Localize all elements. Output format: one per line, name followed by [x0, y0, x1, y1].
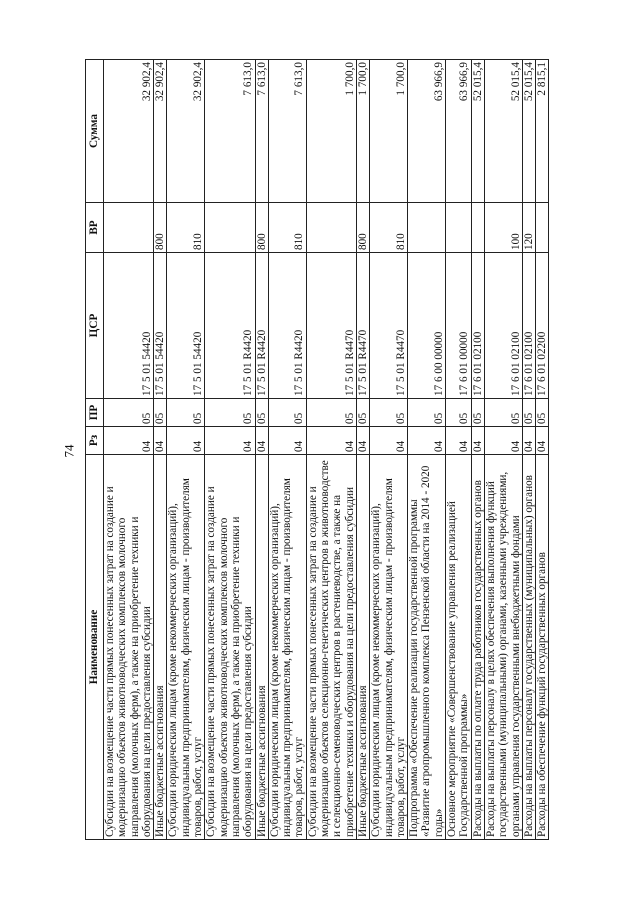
row-rz: 04: [104, 427, 154, 455]
table-row: [255, 60, 268, 840]
row-sum: 52 015,4: [522, 60, 535, 203]
row-pr: 05: [408, 399, 446, 427]
row-pr: 05: [484, 399, 522, 427]
row-name: Иные бюджетные ассигнования: [356, 455, 369, 840]
row-name: Подпрограмма «Обеспечение реализации государственной программы «Развитие агропромышленного комплекса Пензенской области на 2014 - 2020 годы»: [408, 455, 446, 840]
row-vr: 800: [356, 203, 369, 253]
row-pr: 05: [471, 399, 484, 427]
table-row: [408, 60, 446, 840]
row-pr: 05: [446, 399, 472, 427]
row-rz: 04: [471, 427, 484, 455]
row-name: Субсидии на возмещение части прямых понесенных затрат на создание и модернизацию объектов селекционно-генетических центров в животноводстве и селекционно-семеноводческих центров в растениеводстве, а также на приобретение техники и оборудования на цели предоставления субсидии: [306, 455, 356, 840]
row-pr: 05: [255, 399, 268, 427]
row-sum: 7 613,0: [268, 60, 306, 203]
table-row: [471, 60, 484, 840]
budget-table: [85, 59, 549, 840]
row-pr: 05: [370, 399, 408, 427]
row-sum: 32 902,4: [154, 60, 167, 203]
row-sum: 52 015,4: [471, 60, 484, 203]
row-vr: [408, 203, 446, 253]
row-csr: 17 6 00 00000: [408, 253, 446, 399]
rotated-table-container: [85, 60, 565, 840]
row-sum: 52 015,4: [484, 60, 522, 203]
row-name: Основное мероприятие «Совершенствование управления реализацией Государственной программы»: [446, 455, 472, 840]
row-vr: 800: [255, 203, 268, 253]
row-vr: [536, 203, 549, 253]
header-sum: Сумма: [86, 60, 104, 203]
row-csr: 17 5 01 54420: [154, 253, 167, 399]
row-rz: 04: [306, 427, 356, 455]
row-name: Субсидии юридическим лицам (кроме некоммерческих организаций), индивидуальным предпринимателям, физическим лицам - производителям товаров, работ, услуг: [167, 455, 205, 840]
row-sum: 7 613,0: [255, 60, 268, 203]
table-row: [306, 60, 356, 840]
row-sum: 63 966,9: [408, 60, 446, 203]
row-vr: 800: [154, 203, 167, 253]
table-row: [522, 60, 535, 840]
row-rz: 04: [408, 427, 446, 455]
row-csr: 17 5 01 R4420: [268, 253, 306, 399]
row-sum: 32 902,4: [167, 60, 205, 203]
row-pr: 05: [205, 399, 255, 427]
row-rz: 04: [205, 427, 255, 455]
row-vr: 120: [522, 203, 535, 253]
row-sum: 2 815,1: [536, 60, 549, 203]
header-rz: Рз: [86, 427, 104, 455]
row-csr: 17 5 01 R4420: [205, 253, 255, 399]
row-csr: 17 5 01 R4420: [255, 253, 268, 399]
row-rz: 04: [255, 427, 268, 455]
row-rz: 04: [522, 427, 535, 455]
row-pr: 05: [306, 399, 356, 427]
row-sum: 1 700,0: [356, 60, 369, 203]
header-name: Наименование: [86, 455, 104, 840]
row-vr: 810: [370, 203, 408, 253]
row-pr: 05: [536, 399, 549, 427]
row-sum: 1 700,0: [306, 60, 356, 203]
row-vr: [471, 203, 484, 253]
row-rz: 04: [370, 427, 408, 455]
row-name: Расходы на обеспечение функций государственных органов: [536, 455, 549, 840]
row-pr: 05: [356, 399, 369, 427]
table-row: [205, 60, 255, 840]
row-csr: 17 5 01 R4470: [356, 253, 369, 399]
row-name: Субсидии на возмещение части прямых понесенных затрат на создание и модернизацию объектов животноводческих комплексов молочного направления (молочных ферм), а также на приобретение техники и оборудования на цели предоставления субсидии: [205, 455, 255, 840]
row-vr: 100: [484, 203, 522, 253]
row-rz: 04: [268, 427, 306, 455]
row-rz: 04: [536, 427, 549, 455]
row-csr: 17 5 01 R4470: [306, 253, 356, 399]
row-pr: 05: [167, 399, 205, 427]
table-row: [167, 60, 205, 840]
row-name: Иные бюджетные ассигнования: [255, 455, 268, 840]
row-rz: 04: [167, 427, 205, 455]
row-name: Расходы на выплаты персоналу государственных (муниципальных) органов: [522, 455, 535, 840]
row-csr: 17 5 01 54420: [167, 253, 205, 399]
row-vr: 810: [268, 203, 306, 253]
row-pr: 05: [154, 399, 167, 427]
row-name: Субсидии на возмещение части прямых понесенных затрат на создание и модернизацию объектов животноводческих комплексов молочного направления (молочных ферм), а также на приобретение техники и оборудования на цели предоставления субсидии: [104, 455, 154, 840]
table-row: [446, 60, 472, 840]
row-vr: [205, 203, 255, 253]
row-vr: [446, 203, 472, 253]
row-csr: 17 5 01 R4470: [370, 253, 408, 399]
table-row: [104, 60, 154, 840]
table-row: [154, 60, 167, 840]
row-rz: 04: [154, 427, 167, 455]
row-rz: 04: [356, 427, 369, 455]
table-row: [356, 60, 369, 840]
row-name: Иные бюджетные ассигнования: [154, 455, 167, 840]
row-sum: 1 700,0: [370, 60, 408, 203]
header-pr: ПР: [86, 399, 104, 427]
header-vr: ВР: [86, 203, 104, 253]
row-name: Субсидии юридическим лицам (кроме некоммерческих организаций), индивидуальным предпринимателям, физическим лицам - производителям товаров, работ, услуг: [268, 455, 306, 840]
row-vr: [306, 203, 356, 253]
row-pr: 05: [522, 399, 535, 427]
header-row: [86, 60, 104, 840]
table-row: [370, 60, 408, 840]
row-rz: 04: [484, 427, 522, 455]
row-name: Субсидии юридическим лицам (кроме некоммерческих организаций), индивидуальным предпринимателям, физическим лицам - производителям товаров, работ, услуг: [370, 455, 408, 840]
page-number: 74: [61, 444, 77, 458]
row-pr: 05: [104, 399, 154, 427]
row-sum: 7 613,0: [205, 60, 255, 203]
row-csr: 17 6 01 02200: [536, 253, 549, 399]
row-pr: 05: [268, 399, 306, 427]
row-name: Расходы на выплаты по оплате труда работников государственных органов: [471, 455, 484, 840]
table-row: [484, 60, 522, 840]
table-row: [536, 60, 549, 840]
row-rz: 04: [446, 427, 472, 455]
row-sum: 63 966,9: [446, 60, 472, 203]
row-csr: 17 6 01 02100: [471, 253, 484, 399]
row-csr: 17 5 01 54420: [104, 253, 154, 399]
row-name: Расходы на выплаты персоналу в целях обеспечения выполнения функций государственными (муниципальными) органами, казенными учреждениями, органами управления государственными внебюджетными фондами: [484, 455, 522, 840]
row-vr: [104, 203, 154, 253]
header-csr: ЦСР: [86, 253, 104, 399]
row-csr: 17 6 01 02100: [484, 253, 522, 399]
row-sum: 32 902,4: [104, 60, 154, 203]
row-csr: 17 6 01 00000: [446, 253, 472, 399]
table-row: [268, 60, 306, 840]
row-vr: 810: [167, 203, 205, 253]
row-csr: 17 6 01 02100: [522, 253, 535, 399]
